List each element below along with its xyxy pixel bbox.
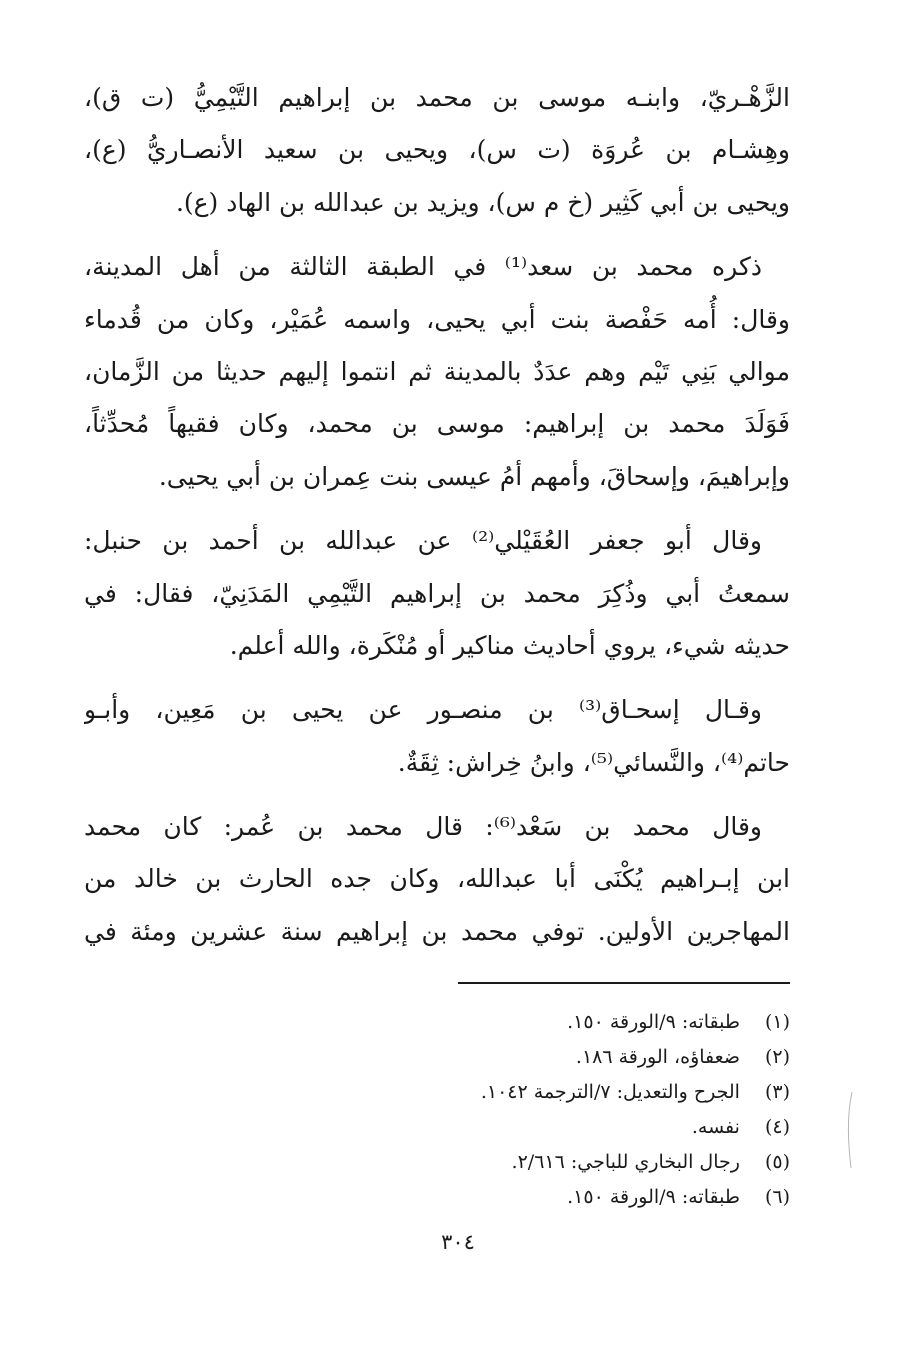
- page-number: ٣٠٤: [441, 1230, 475, 1254]
- paragraph: [84, 241, 790, 503]
- text-line: وهِشـام بن عُروَة (ت س)، ويحيى بن سعيد الأنصـاريُّ (ع)،: [84, 135, 790, 165]
- text-line: وقال أبو جعفر العُقَيْلي⁽²⁾ عن عبدالله بن أحمد بن حنبل:: [84, 526, 762, 556]
- footnote: [300, 1075, 790, 1110]
- footnote: [300, 1180, 790, 1215]
- main-text: [84, 72, 790, 970]
- text-line: ابن إبـراهيم يُكْنَى أبا عبدالله، وكان جده الحارث بن خالد من: [84, 864, 790, 894]
- footnote-separator: [458, 982, 790, 984]
- text-line: وقال: أُمه حَفْصة بنت أبي يحيى، واسمه عُمَيْر، وكان من قُدماء: [84, 304, 790, 334]
- paragraph: [84, 801, 790, 958]
- text-line: الزَّهْـريّ، وابنـه موسى بن محمد بن إبراهيم التَّيْمِيُّ (ت ق)،: [84, 83, 790, 112]
- footnote-text: طبقاته: ٩/الورقة ١٥٠.: [567, 1186, 740, 1208]
- text-line: وقـال إسحـاق⁽³⁾ بن منصـور عن يحيى بن مَعِين، وأبـو: [84, 695, 762, 725]
- footnote-number: (٤): [764, 1116, 790, 1138]
- footnote-text: ضعفاؤه، الورقة ١٨٦.: [575, 1046, 740, 1068]
- text-line: سمعتُ أبي وذُكِرَ محمد بن إبراهيم التَّيْمِي المَدَنِيّ، فقال: في: [84, 578, 790, 608]
- footnote: [300, 1145, 790, 1180]
- paragraph: [84, 72, 790, 229]
- footnotes: [300, 1005, 790, 1215]
- footnote-number: (٥): [764, 1151, 790, 1173]
- text-line: وقال محمد بن سَعْد⁽⁶⁾: قال محمد بن عُمر: كان محمد: [84, 812, 763, 842]
- paragraph: [84, 515, 790, 672]
- footnote-number: (٦): [764, 1186, 790, 1208]
- footnote-text: رجال البخاري للباجي: ٢/٦١٦.: [511, 1151, 740, 1173]
- text-line: موالي بَنِي تَيْم وهم عدَدٌ بالمدينة ثم انتموا إليهم حديثا من الزَّمان،: [84, 356, 790, 386]
- text-line: ذكره محمد بن سعد⁽¹⁾ في الطبقة الثالثة من أهل المدينة،: [84, 252, 762, 282]
- text-line: فَوَلَدَ محمد بن إبراهيم: موسى بن محمد، وكان فقيهاً مُحدِّثاً،: [84, 409, 790, 439]
- footnote-number: (٣): [764, 1081, 790, 1103]
- text-line: حديثه شيء، يروي أحاديث مناكير أو مُنْكَرة، والله أعلم.: [229, 630, 790, 660]
- footnote: [300, 1040, 790, 1075]
- footnote-text: طبقاته: ٩/الورقة ١٥٠.: [567, 1011, 740, 1033]
- footnote: [300, 1110, 790, 1145]
- footnote-text: نفسه.: [691, 1116, 740, 1138]
- margin-scratch-mark: [846, 1090, 854, 1170]
- text-line: وإبراهيمَ، وإسحاقَ، وأمهم أمُ عيسى بنت عِمران بن أبي يحيى.: [158, 461, 790, 491]
- text-line: حاتم⁽⁴⁾، والنَّسائي⁽⁵⁾، وابنُ خِراش: ثِقَةٌ.: [397, 747, 790, 777]
- text-line: ويحيى بن أبي كَثِير (خ م س)، ويزيد بن عبدالله بن الهاد (ع).: [175, 187, 790, 217]
- text-line: المهاجرين الأولين. توفي محمد بن إبراهيم سنة عشرين ومئة في: [84, 916, 790, 946]
- footnote: [300, 1005, 790, 1040]
- footnote-number: (١): [764, 1011, 790, 1033]
- footnote-number: (٢): [764, 1046, 790, 1068]
- footnote-text: الجرح والتعديل: ٧/الترجمة ١٠٤٢.: [480, 1081, 740, 1103]
- paragraph: [84, 684, 790, 789]
